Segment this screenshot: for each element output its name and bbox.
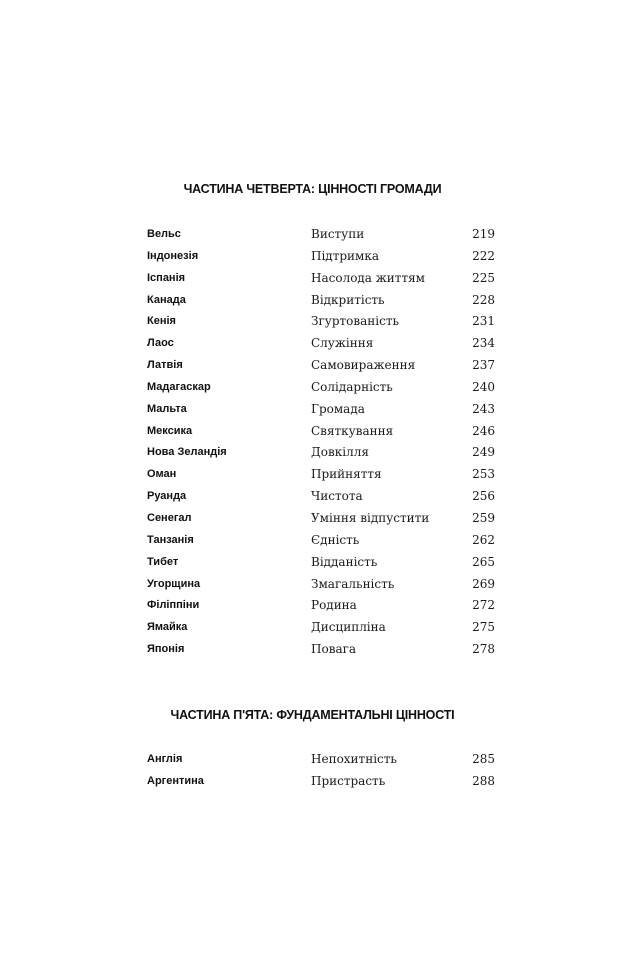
toc-entry (0, 380, 625, 402)
toc-entry-country: Нова Зеландія (147, 446, 227, 459)
toc-entry-value: Солідарність (311, 379, 393, 394)
toc-entry-country: Танзанія (147, 533, 194, 546)
toc-entry (0, 249, 625, 271)
toc-entry-value: Пристрасть (311, 773, 386, 788)
toc-entry-page-number: 275 (472, 620, 495, 635)
toc-entry-value: Родина (311, 598, 357, 613)
toc-list-part4 (0, 227, 625, 664)
toc-entry-page-number: 234 (472, 336, 495, 351)
toc-entry-page-number: 259 (472, 510, 495, 525)
toc-entry (0, 424, 625, 446)
toc-entry-value: Уміння відпустити (311, 510, 430, 525)
toc-entry (0, 314, 625, 336)
toc-entry-page-number: 253 (472, 467, 495, 482)
toc-entry-country: Вельс (147, 228, 181, 240)
toc-entry (0, 489, 625, 511)
toc-entry-country: Японія (147, 643, 185, 656)
toc-entry-page-number: 265 (472, 554, 495, 569)
toc-entry-country: Індонезія (147, 249, 199, 262)
toc-entry-country: Канада (147, 293, 186, 306)
toc-entry-page-number: 222 (472, 248, 495, 263)
toc-entry-country: Оман (147, 468, 177, 481)
toc-entry-value: Дисципліна (311, 620, 386, 635)
toc-entry-value: Підтримка (311, 248, 379, 263)
toc-entry (0, 336, 625, 358)
toc-entry-value: Єдність (311, 532, 360, 547)
toc-entry (0, 293, 625, 315)
toc-entry-country: Філіппіни (147, 599, 200, 612)
toc-entry (0, 271, 625, 293)
toc-entry (0, 774, 625, 796)
toc-entry-country: Руанда (147, 490, 187, 503)
toc-entry-value: Згуртованість (311, 314, 400, 329)
toc-entry-value: Чистота (311, 489, 363, 504)
toc-entry (0, 620, 625, 642)
toc-entry (0, 555, 625, 577)
toc-entry (0, 598, 625, 620)
toc-entry (0, 533, 625, 555)
toc-list-part5 (0, 752, 625, 796)
toc-entry-value: Насолода життям (311, 270, 425, 285)
toc-entry-page-number: 219 (472, 227, 495, 241)
toc-entry-country: Кенія (147, 315, 176, 328)
toc-entry-page-number: 262 (472, 532, 495, 547)
toc-entry-value: Громада (311, 401, 365, 416)
toc-entry-country: Аргентина (147, 774, 204, 787)
toc-entry-page-number: 249 (472, 445, 495, 460)
toc-entry-country: Англія (147, 753, 183, 765)
toc-entry-page-number: 237 (472, 358, 495, 373)
toc-entry-country: Сенегал (147, 511, 192, 524)
toc-entry-country: Угорщина (147, 577, 201, 590)
toc-entry-page-number: 246 (472, 423, 495, 438)
toc-entry-page-number: 269 (472, 576, 495, 591)
toc-entry-value: Святкування (311, 423, 394, 438)
toc-entry-value: Змагальність (311, 576, 395, 591)
toc-entry-page-number: 240 (472, 379, 495, 394)
toc-entry (0, 402, 625, 424)
toc-entry (0, 511, 625, 533)
toc-entry-value: Довкілля (311, 445, 369, 460)
toc-entry-page-number: 285 (472, 752, 495, 766)
toc-entry-country: Лаос (147, 337, 174, 350)
toc-entry (0, 227, 625, 249)
toc-entry-value: Прийняття (311, 467, 382, 482)
section-title: ЧАСТИНА П'ЯТА: ФУНДАМЕНТАЛЬНІ ЦІННОСТІ (170, 708, 455, 722)
section-title: ЧАСТИНА ЧЕТВЕРТА: ЦІННОСТІ ГРОМАДИ (183, 182, 442, 196)
toc-entry-value: Відданість (311, 554, 378, 569)
toc-entry-page-number: 243 (472, 401, 495, 416)
toc-entry-page-number: 225 (472, 270, 495, 285)
toc-entry-page-number: 228 (472, 292, 495, 307)
toc-section-part4 (0, 182, 625, 196)
toc-entry-page-number: 272 (472, 598, 495, 613)
toc-entry-value: Самовираження (311, 358, 416, 373)
toc-entry-country: Мальта (147, 402, 187, 415)
toc-entry-value: Служіння (311, 336, 374, 351)
toc-entry-country: Ямайка (147, 621, 188, 634)
toc-entry-page-number: 231 (472, 314, 495, 329)
toc-entry-country: Мадагаскар (147, 380, 211, 393)
toc-entry-country: Іспанія (147, 271, 186, 284)
toc-entry-page-number: 278 (472, 642, 495, 657)
toc-entry (0, 577, 625, 599)
toc-entry-country: Тибет (147, 555, 179, 568)
toc-entry (0, 642, 625, 664)
toc-entry-value: Відкритість (311, 292, 385, 307)
toc-entry-value: Повага (311, 642, 357, 657)
toc-entry-value: Виступи (311, 227, 365, 241)
toc-entry-country: Мексика (147, 424, 193, 437)
toc-entry (0, 358, 625, 380)
toc-entry-page-number: 256 (472, 489, 495, 504)
toc-entry (0, 467, 625, 489)
toc-entry (0, 752, 625, 774)
toc-entry-value: Непохитність (311, 752, 397, 766)
toc-entry-country: Латвія (147, 359, 183, 372)
toc-section-part5 (0, 708, 625, 722)
toc-entry (0, 445, 625, 467)
toc-entry-page-number: 288 (472, 773, 495, 788)
